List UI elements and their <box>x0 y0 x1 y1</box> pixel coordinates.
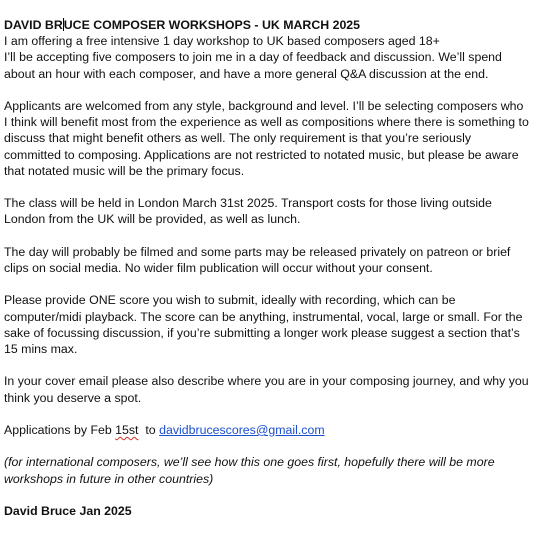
paragraph-gap <box>4 82 556 98</box>
deadline-prefix: Applications by Feb <box>4 422 116 437</box>
applicants-line-5: that notated music will be the primary focus. <box>4 163 245 178</box>
deadline-middle: to <box>138 422 160 437</box>
filming-line-2: clips on social media. No wider film publication will occur without your consent. <box>4 261 433 275</box>
applicants-line-2: I think will benefit most from the experience as well as compositions where there is something to <box>4 115 529 130</box>
international-line-2: workshops in future in other countries) <box>4 471 214 486</box>
score-line-3: sake of focussing discussion, if you’re submitting a longer work please suggest a section that’s <box>4 325 520 340</box>
international-line-1: (for international composers, we’ll see how this one goes first, hopefully there will be more <box>4 455 495 470</box>
paragraph-gap <box>4 276 556 292</box>
score-line-2: computer/midi playback. The score can be anything, instrumental, vocal, large or small. For the <box>4 309 523 324</box>
paragraph-gap <box>4 357 556 373</box>
paragraph-gap <box>4 179 556 195</box>
document-title <box>4 17 556 33</box>
applicants-line-3: discuss that might benefit others as well. The only requirement is that you’re seriously <box>4 131 472 146</box>
cover-email-line-1: In your cover email please also describe where you are in your composing journey, and why you <box>4 374 529 389</box>
paragraph-gap <box>4 438 556 454</box>
intro-line-1: I am offering a free intensive 1 day workshop to UK based composers aged 18+ <box>4 34 440 49</box>
score-line-4: 15 mins max. <box>4 342 78 356</box>
paragraph-gap <box>4 228 556 244</box>
email-link[interactable]: davidbrucescores@gmail.com <box>159 422 325 437</box>
cover-email-line-2: think you deserve a spot. <box>4 390 142 405</box>
location-line-2: London from the UK will be provided, as well as lunch. <box>4 212 301 227</box>
score-line-1: Please provide ONE score you wish to submit, ideally with recording, which can be <box>4 293 456 308</box>
paragraph-gap <box>4 487 556 503</box>
intro-line-3: about an hour with each composer, and have a more general Q&A discussion at the end. <box>4 66 489 81</box>
deadline-line <box>4 422 556 438</box>
title-text-start: DAVID BR <box>4 18 63 32</box>
spellcheck-flagged-date[interactable]: 15st <box>115 422 139 437</box>
location-line-1: The class will be held in London March 31st 2025. Transport costs for those living outside <box>4 196 492 211</box>
document-body[interactable] <box>4 17 556 519</box>
filming-line-1: The day will probably be filmed and some parts may be released privately on patreon or brief <box>4 244 511 259</box>
signature: David Bruce Jan 2025 <box>4 503 132 518</box>
intro-line-2: I’ll be accepting five composers to join me in a day of feedback and discussion. We’ll spend <box>4 50 502 65</box>
applicants-line-1: Applicants are welcomed from any style, background and level. I’ll be selecting composers who <box>4 99 524 113</box>
applicants-line-4: committed to composing. Applications are not restricted to notated music, but please be aware <box>4 147 519 162</box>
paragraph-gap <box>4 406 556 422</box>
title-text-end: UCE COMPOSER WORKSHOPS - UK MARCH 2025 <box>63 18 361 32</box>
